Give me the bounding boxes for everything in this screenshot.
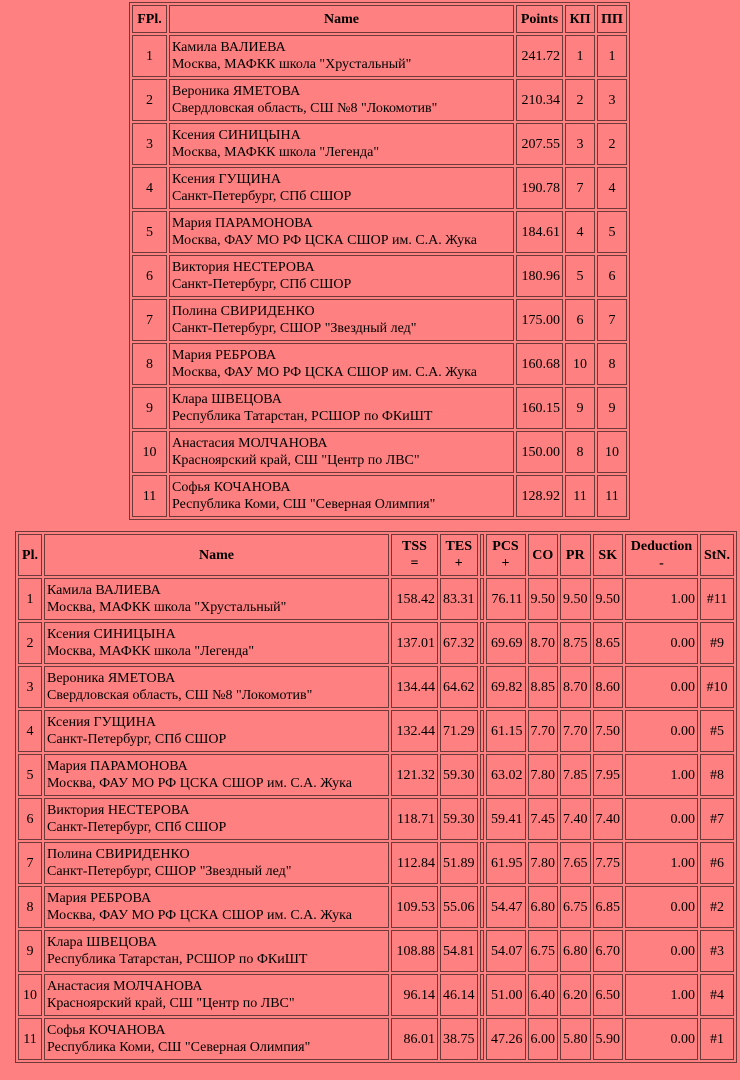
header-tss xyxy=(391,534,438,576)
kp-cell: 11 xyxy=(565,475,595,517)
deduction-cell: 1.00 xyxy=(625,754,698,796)
athlete-cell xyxy=(44,798,389,840)
kp-cell: 2 xyxy=(565,79,595,121)
place-cell: 10 xyxy=(132,431,167,473)
sk-cell: 7.75 xyxy=(593,842,624,884)
table-row xyxy=(18,842,734,884)
place-cell: 1 xyxy=(132,35,167,77)
place-cell: 4 xyxy=(18,710,42,752)
header-pcs xyxy=(486,534,526,576)
table-row xyxy=(18,798,734,840)
pr-cell: 8.75 xyxy=(560,622,591,664)
athlete-name: Анастасия МОЛЧАНОВА xyxy=(172,436,328,451)
deduction-cell: 1.00 xyxy=(625,578,698,620)
deduction-cell: 1.00 xyxy=(625,842,698,884)
place-cell: 7 xyxy=(132,299,167,341)
co-cell: 6.80 xyxy=(528,886,559,928)
pp-cell: 9 xyxy=(597,387,627,429)
co-cell: 8.70 xyxy=(528,622,559,664)
place-cell: 11 xyxy=(18,1018,42,1060)
tss-cell: 112.84 xyxy=(391,842,438,884)
athlete-club: Республика Коми, СШ "Северная Олимпия" xyxy=(47,1040,311,1055)
athlete-club: Москва, ФАУ МО РФ ЦСКА СШОР им. С.А. Жука xyxy=(47,776,352,791)
pr-cell: 5.80 xyxy=(560,1018,591,1060)
kp-cell: 4 xyxy=(565,211,595,253)
co-cell: 7.45 xyxy=(528,798,559,840)
athlete-name: Ксения СИНИЦЫНА xyxy=(47,627,176,642)
co-cell: 8.85 xyxy=(528,666,559,708)
header-spacer xyxy=(480,534,484,576)
athlete-cell xyxy=(169,167,514,209)
pp-cell: 5 xyxy=(597,211,627,253)
athlete-cell xyxy=(44,666,389,708)
tss-cell: 132.44 xyxy=(391,710,438,752)
tes-cell: 59.30 xyxy=(440,754,478,796)
spacer-cell xyxy=(480,930,484,972)
pcs-cell: 61.15 xyxy=(486,710,526,752)
pp-cell: 7 xyxy=(597,299,627,341)
athlete-cell xyxy=(44,930,389,972)
pcs-cell: 54.47 xyxy=(486,886,526,928)
spacer-cell xyxy=(480,974,484,1016)
points-cell: 175.00 xyxy=(516,299,563,341)
athlete-club: Москва, МАФКК школа "Легенда" xyxy=(47,644,255,659)
pp-cell: 10 xyxy=(597,431,627,473)
co-cell: 6.00 xyxy=(528,1018,559,1060)
sk-cell: 9.50 xyxy=(593,578,624,620)
spacer-cell xyxy=(480,886,484,928)
athlete-name: Мария РЕБРОВА xyxy=(47,891,152,906)
header-deduction xyxy=(625,534,698,576)
deduction-cell: 0.00 xyxy=(625,666,698,708)
table-row xyxy=(18,1018,734,1060)
kp-cell: 3 xyxy=(565,123,595,165)
table-row xyxy=(132,343,627,385)
free-program-results-table xyxy=(129,2,630,520)
pr-cell: 8.70 xyxy=(560,666,591,708)
start-number-cell: #4 xyxy=(700,974,734,1016)
deduction-cell: 0.00 xyxy=(625,930,698,972)
points-cell: 180.96 xyxy=(516,255,563,297)
spacer-cell xyxy=(480,1018,484,1060)
athlete-name: Полина СВИРИДЕНКО xyxy=(172,304,315,319)
header-row xyxy=(132,5,627,33)
points-cell: 160.68 xyxy=(516,343,563,385)
tes-cell: 71.29 xyxy=(440,710,478,752)
table-row xyxy=(132,475,627,517)
kp-cell: 6 xyxy=(565,299,595,341)
spacer-cell xyxy=(480,666,484,708)
athlete-name: Камила ВАЛИЕВА xyxy=(172,40,286,55)
header-place: FPl. xyxy=(132,5,167,33)
header-name: Name xyxy=(169,5,514,33)
spacer-cell xyxy=(480,842,484,884)
athlete-name: Клара ШВЕЦОВА xyxy=(172,392,282,407)
athlete-cell xyxy=(44,578,389,620)
athlete-cell xyxy=(169,387,514,429)
athlete-club: Республика Коми, СШ "Северная Олимпия" xyxy=(172,497,436,512)
spacer-cell xyxy=(480,754,484,796)
athlete-name: Виктория НЕСТЕРОВА xyxy=(172,260,315,275)
start-number-cell: #5 xyxy=(700,710,734,752)
pp-cell: 2 xyxy=(597,123,627,165)
athlete-club: Москва, МАФКК школа "Хрустальный" xyxy=(172,57,412,72)
tss-cell: 137.01 xyxy=(391,622,438,664)
athlete-club: Красноярский край, СШ "Центр по ЛВС" xyxy=(47,996,295,1011)
place-cell: 8 xyxy=(18,886,42,928)
sk-cell: 5.90 xyxy=(593,1018,624,1060)
pcs-cell: 69.69 xyxy=(486,622,526,664)
start-number-cell: #8 xyxy=(700,754,734,796)
table-row xyxy=(18,578,734,620)
header-tss-label: TSS xyxy=(402,539,427,554)
header-start-number: StN. xyxy=(700,534,734,576)
tss-cell: 96.14 xyxy=(391,974,438,1016)
athlete-cell xyxy=(44,754,389,796)
points-cell: 128.92 xyxy=(516,475,563,517)
deduction-cell: 0.00 xyxy=(625,798,698,840)
tes-cell: 38.75 xyxy=(440,1018,478,1060)
header-kp: КП xyxy=(565,5,595,33)
pr-cell: 6.20 xyxy=(560,974,591,1016)
start-number-cell: #11 xyxy=(700,578,734,620)
pr-cell: 7.85 xyxy=(560,754,591,796)
athlete-cell xyxy=(44,842,389,884)
deduction-cell: 0.00 xyxy=(625,622,698,664)
athlete-name: Вероника ЯМЕТОВА xyxy=(47,671,176,686)
header-deduction-sign: - xyxy=(659,556,664,571)
athlete-club: Москва, ФАУ МО РФ ЦСКА СШОР им. С.А. Жука xyxy=(172,365,477,380)
sk-cell: 6.50 xyxy=(593,974,624,1016)
athlete-club: Санкт-Петербург, СШОР "Звездный лед" xyxy=(172,321,417,336)
athlete-club: Москва, МАФКК школа "Легенда" xyxy=(172,145,380,160)
kp-cell: 9 xyxy=(565,387,595,429)
kp-cell: 5 xyxy=(565,255,595,297)
spacer-cell xyxy=(480,798,484,840)
place-cell: 9 xyxy=(18,930,42,972)
header-pcs-label: PCS xyxy=(492,539,519,554)
athlete-name: Вероника ЯМЕТОВА xyxy=(172,84,301,99)
athlete-name: Мария РЕБРОВА xyxy=(172,348,277,363)
place-cell: 3 xyxy=(18,666,42,708)
header-place: Pl. xyxy=(18,534,42,576)
co-cell: 7.80 xyxy=(528,842,559,884)
tes-cell: 51.89 xyxy=(440,842,478,884)
athlete-cell xyxy=(44,622,389,664)
kp-cell: 1 xyxy=(565,35,595,77)
table-row xyxy=(132,79,627,121)
tss-cell: 121.32 xyxy=(391,754,438,796)
tss-cell: 158.42 xyxy=(391,578,438,620)
tes-cell: 46.14 xyxy=(440,974,478,1016)
tes-cell: 54.81 xyxy=(440,930,478,972)
athlete-name: Клара ШВЕЦОВА xyxy=(47,935,157,950)
athlete-club: Санкт-Петербург, СШОР "Звездный лед" xyxy=(47,864,292,879)
place-cell: 6 xyxy=(132,255,167,297)
spacer-cell xyxy=(480,578,484,620)
athlete-cell xyxy=(169,123,514,165)
tss-cell: 86.01 xyxy=(391,1018,438,1060)
athlete-cell xyxy=(44,886,389,928)
place-cell: 11 xyxy=(132,475,167,517)
co-cell: 9.50 xyxy=(528,578,559,620)
athlete-name: Виктория НЕСТЕРОВА xyxy=(47,803,190,818)
start-number-cell: #3 xyxy=(700,930,734,972)
tes-cell: 67.32 xyxy=(440,622,478,664)
spacer-cell xyxy=(480,710,484,752)
place-cell: 8 xyxy=(132,343,167,385)
points-cell: 184.61 xyxy=(516,211,563,253)
start-number-cell: #10 xyxy=(700,666,734,708)
athlete-cell xyxy=(169,35,514,77)
athlete-cell xyxy=(44,1018,389,1060)
athlete-cell xyxy=(169,79,514,121)
header-points: Points xyxy=(516,5,563,33)
header-pp: ПП xyxy=(597,5,627,33)
points-cell: 160.15 xyxy=(516,387,563,429)
start-number-cell: #7 xyxy=(700,798,734,840)
pp-cell: 6 xyxy=(597,255,627,297)
athlete-club: Свердловская область, СШ №8 "Локомотив" xyxy=(47,688,313,703)
pcs-cell: 59.41 xyxy=(486,798,526,840)
pcs-cell: 63.02 xyxy=(486,754,526,796)
pr-cell: 9.50 xyxy=(560,578,591,620)
header-name: Name xyxy=(44,534,389,576)
table-row xyxy=(18,710,734,752)
table-row xyxy=(132,35,627,77)
athlete-club: Санкт-Петербург, СПб СШОР xyxy=(172,277,352,292)
header-pr: PR xyxy=(560,534,591,576)
header-tss-sign: = xyxy=(410,556,419,571)
place-cell: 5 xyxy=(18,754,42,796)
athlete-name: Софья КОЧАНОВА xyxy=(47,1023,166,1038)
pp-cell: 3 xyxy=(597,79,627,121)
deduction-cell: 0.00 xyxy=(625,710,698,752)
athlete-cell xyxy=(169,211,514,253)
athlete-name: Камила ВАЛИЕВА xyxy=(47,583,161,598)
tes-cell: 55.06 xyxy=(440,886,478,928)
tes-cell: 64.62 xyxy=(440,666,478,708)
header-tes-label: TES xyxy=(445,539,472,554)
place-cell: 2 xyxy=(132,79,167,121)
pcs-cell: 76.11 xyxy=(486,578,526,620)
athlete-cell xyxy=(169,343,514,385)
kp-cell: 10 xyxy=(565,343,595,385)
co-cell: 7.70 xyxy=(528,710,559,752)
header-deduction-label: Deduction xyxy=(630,539,693,554)
sk-cell: 6.70 xyxy=(593,930,624,972)
tss-cell: 109.53 xyxy=(391,886,438,928)
athlete-cell xyxy=(169,431,514,473)
co-cell: 6.40 xyxy=(528,974,559,1016)
header-row xyxy=(18,534,734,576)
deduction-cell: 1.00 xyxy=(625,974,698,1016)
pr-cell: 7.70 xyxy=(560,710,591,752)
pp-cell: 11 xyxy=(597,475,627,517)
pr-cell: 7.40 xyxy=(560,798,591,840)
sk-cell: 7.95 xyxy=(593,754,624,796)
place-cell: 10 xyxy=(18,974,42,1016)
place-cell: 4 xyxy=(132,167,167,209)
table-row xyxy=(132,431,627,473)
kp-cell: 7 xyxy=(565,167,595,209)
header-co: CO xyxy=(528,534,559,576)
pcs-cell: 51.00 xyxy=(486,974,526,1016)
place-cell: 6 xyxy=(18,798,42,840)
pcs-cell: 47.26 xyxy=(486,1018,526,1060)
start-number-cell: #1 xyxy=(700,1018,734,1060)
pcs-cell: 61.95 xyxy=(486,842,526,884)
points-cell: 190.78 xyxy=(516,167,563,209)
place-cell: 2 xyxy=(18,622,42,664)
header-pcs-sign: + xyxy=(501,556,510,571)
co-cell: 7.80 xyxy=(528,754,559,796)
spacer-cell xyxy=(480,622,484,664)
table-row xyxy=(132,255,627,297)
header-tes xyxy=(440,534,478,576)
athlete-name: Ксения ГУЩИНА xyxy=(47,715,156,730)
sk-cell: 8.60 xyxy=(593,666,624,708)
deduction-cell: 0.00 xyxy=(625,1018,698,1060)
table-row xyxy=(132,299,627,341)
athlete-club: Красноярский край, СШ "Центр по ЛВС" xyxy=(172,453,420,468)
table-row xyxy=(132,211,627,253)
athlete-name: Полина СВИРИДЕНКО xyxy=(47,847,190,862)
table-row xyxy=(18,666,734,708)
athlete-cell xyxy=(44,974,389,1016)
athlete-club: Москва, МАФКК школа "Хрустальный" xyxy=(47,600,287,615)
athlete-club: Москва, ФАУ МО РФ ЦСКА СШОР им. С.А. Жука xyxy=(172,233,477,248)
table-row xyxy=(18,622,734,664)
table-row xyxy=(18,930,734,972)
athlete-name: Анастасия МОЛЧАНОВА xyxy=(47,979,203,994)
sk-cell: 7.40 xyxy=(593,798,624,840)
table-row xyxy=(18,754,734,796)
tss-cell: 108.88 xyxy=(391,930,438,972)
place-cell: 1 xyxy=(18,578,42,620)
athlete-club: Москва, ФАУ МО РФ ЦСКА СШОР им. С.А. Жука xyxy=(47,908,352,923)
place-cell: 5 xyxy=(132,211,167,253)
pr-cell: 7.65 xyxy=(560,842,591,884)
tss-cell: 134.44 xyxy=(391,666,438,708)
tes-cell: 83.31 xyxy=(440,578,478,620)
pp-cell: 1 xyxy=(597,35,627,77)
athlete-cell xyxy=(169,299,514,341)
pp-cell: 8 xyxy=(597,343,627,385)
table-row xyxy=(132,167,627,209)
header-tes-sign: + xyxy=(454,556,463,571)
points-cell: 241.72 xyxy=(516,35,563,77)
tes-cell: 59.30 xyxy=(440,798,478,840)
pr-cell: 6.80 xyxy=(560,930,591,972)
athlete-cell xyxy=(44,710,389,752)
athlete-name: Мария ПАРАМОНОВА xyxy=(172,216,313,231)
place-cell: 9 xyxy=(132,387,167,429)
points-cell: 207.55 xyxy=(516,123,563,165)
athlete-club: Свердловская область, СШ №8 "Локомотив" xyxy=(172,101,438,116)
place-cell: 7 xyxy=(18,842,42,884)
pp-cell: 4 xyxy=(597,167,627,209)
co-cell: 6.75 xyxy=(528,930,559,972)
athlete-name: Мария ПАРАМОНОВА xyxy=(47,759,188,774)
table-row xyxy=(18,974,734,1016)
table-row xyxy=(18,886,734,928)
sk-cell: 6.85 xyxy=(593,886,624,928)
sk-cell: 7.50 xyxy=(593,710,624,752)
athlete-cell xyxy=(169,255,514,297)
deduction-cell: 0.00 xyxy=(625,886,698,928)
header-sk: SK xyxy=(593,534,624,576)
athlete-name: Ксения СИНИЦЫНА xyxy=(172,128,301,143)
start-number-cell: #9 xyxy=(700,622,734,664)
points-cell: 150.00 xyxy=(516,431,563,473)
place-cell: 3 xyxy=(132,123,167,165)
points-cell: 210.34 xyxy=(516,79,563,121)
athlete-club: Санкт-Петербург, СПб СШОР xyxy=(47,820,227,835)
athlete-name: Ксения ГУЩИНА xyxy=(172,172,281,187)
tss-cell: 118.71 xyxy=(391,798,438,840)
segment-results-table xyxy=(15,531,737,1063)
pr-cell: 6.75 xyxy=(560,886,591,928)
start-number-cell: #6 xyxy=(700,842,734,884)
athlete-club: Республика Татарстан, РСШОР по ФКиШТ xyxy=(172,409,433,424)
table-row xyxy=(132,387,627,429)
pcs-cell: 69.82 xyxy=(486,666,526,708)
sk-cell: 8.65 xyxy=(593,622,624,664)
kp-cell: 8 xyxy=(565,431,595,473)
athlete-club: Республика Татарстан, РСШОР по ФКиШТ xyxy=(47,952,308,967)
table-row xyxy=(132,123,627,165)
athlete-cell xyxy=(169,475,514,517)
pcs-cell: 54.07 xyxy=(486,930,526,972)
start-number-cell: #2 xyxy=(700,886,734,928)
athlete-club: Санкт-Петербург, СПб СШОР xyxy=(47,732,227,747)
athlete-name: Софья КОЧАНОВА xyxy=(172,480,291,495)
athlete-club: Санкт-Петербург, СПб СШОР xyxy=(172,189,352,204)
